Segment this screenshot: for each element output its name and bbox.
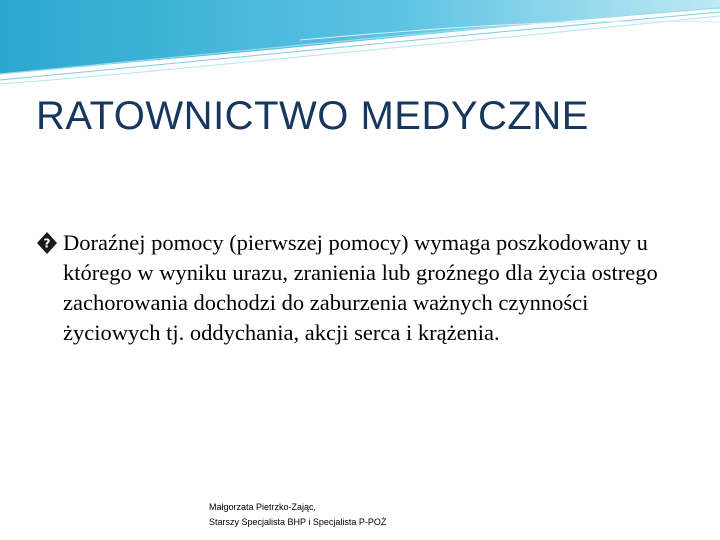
bullet-list: [36, 228, 672, 348]
svg-text:?: ?: [43, 236, 51, 251]
missing-glyph-icon: [36, 231, 58, 255]
bullet-text: Doraźnej pomocy (pierwszej pomocy) wymaga poszkodowany u którego w wyniku urazu, zranienia lub groźnego dla życia ostrego zachorowania dochodzi do zaburzenia ważnych czynności życiowych tj. oddychania, akcji serca i krążenia.: [63, 230, 658, 345]
footer-role: Starszy Specjalista BHP i Specjalista P-POŻ: [209, 517, 387, 527]
footer-credit: [209, 500, 386, 530]
bullet-item: [36, 228, 672, 348]
header-wave-decoration: [0, 0, 720, 90]
footer-author: Małgorzata Pietrzko-Zając,: [209, 502, 317, 512]
slide-title: RATOWNICTWO MEDYCZNE: [36, 94, 589, 138]
